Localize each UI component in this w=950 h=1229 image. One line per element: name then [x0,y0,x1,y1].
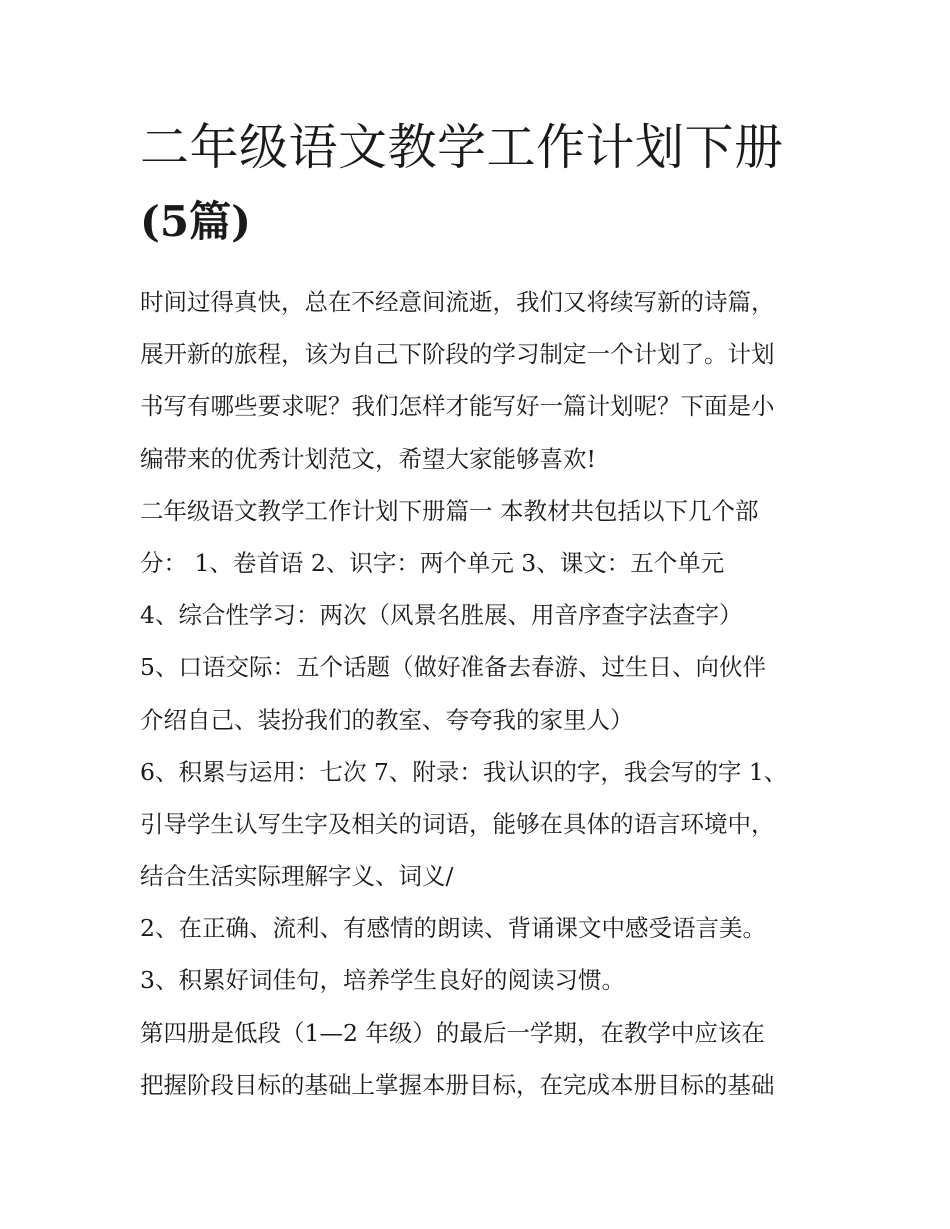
text-line: 3、积累好词佳句，培养学生良好的阅读习惯。 [140,966,625,995]
text-line: 分： 1、卷首语 2、识字：两个单元 3、课文：五个单元 [140,548,725,577]
document-body [140,276,830,1111]
text-line: 2、在正确、流利、有感情的朗读、背诵课文中感受语言美。 [140,914,766,943]
text-line: 结合生活实际理解字义、词义/ [140,862,454,891]
text-line: 介绍自己、装扮我们的教室、夸夸我的家里人） [140,705,634,734]
text-line: 引导学生认写生字及相关的词语，能够在具体的语言环境中， [140,809,775,838]
text-line: 编带来的优秀计划范文，希望大家能够喜欢! [140,444,596,473]
text-line: 时间过得真快，总在不经意间流逝，我们又将续写新的诗篇， [140,288,775,316]
text-line: 二年级语文教学工作计划下册篇一 本教材共包括以下几个部 [140,496,759,525]
text-line: 把握阶段目标的基础上掌握本册目标，在完成本册目标的基础 [140,1070,775,1099]
text-line: 展开新的旅程，该为自己下阶段的学习制定一个计划了。计划 [140,340,775,369]
title-line-2: (5篇) [140,197,251,246]
text-line: 5、口语交际：五个话题（做好准备去春游、过生日、向伙伴 [140,653,766,682]
text-line: 4、综合性学习：两次（风景名胜展、用音序查字法查字） [140,601,743,630]
document-title [140,112,860,260]
title-line-1: 二年级语文教学工作计划下册 [140,119,784,176]
text-line: 6、积累与运用：七次 7、附录：我认识的字，我会写的字 1、 [140,757,788,786]
text-line: 第四册是低段（1—2 年级）的最后一学期，在教学中应该在 [140,1018,765,1047]
text-line: 书写有哪些要求呢？我们怎样才能写好一篇计划呢？下面是小 [140,392,775,421]
